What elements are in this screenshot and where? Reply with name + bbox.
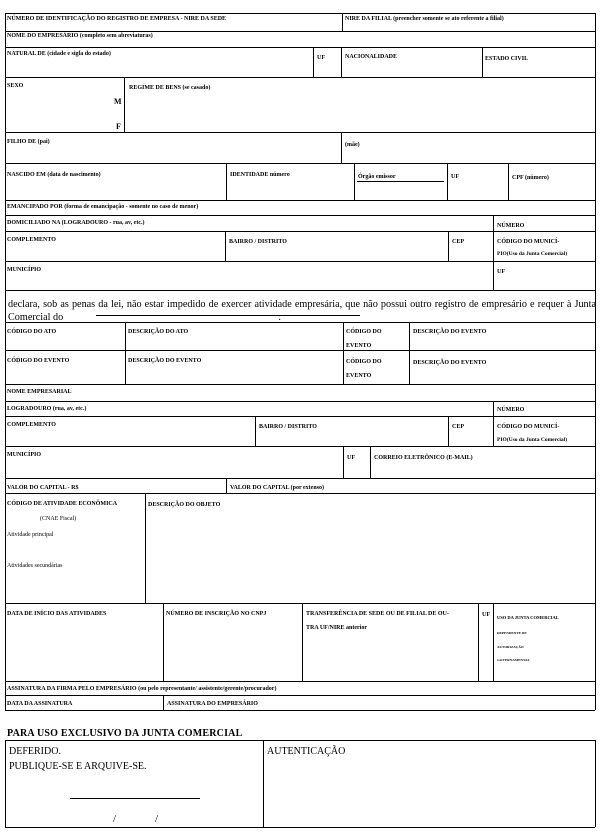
rule xyxy=(482,47,483,77)
rule xyxy=(409,322,410,384)
rule xyxy=(124,77,125,132)
assinatura-firma-label: ASSINATURA DA FIRMA PELO EMPRESÁRIO (ou pelo representante/ assistente/gerente/procurador) xyxy=(7,686,277,692)
codigo-municipio-label: CÓDIGO DO MUNICÍ- xyxy=(497,239,560,245)
rule xyxy=(493,603,494,681)
rule xyxy=(595,13,596,710)
rule xyxy=(595,740,596,827)
nire-filial-label: NIRE DA FILIAL (preencher somente se ato referente a filial) xyxy=(345,16,504,22)
rule xyxy=(263,740,264,827)
rule xyxy=(343,322,344,384)
nome-empresarial-label: NOME EMPRESARIAL xyxy=(7,389,72,395)
rule xyxy=(145,493,146,603)
rule xyxy=(5,827,595,828)
rule xyxy=(125,322,126,384)
rule xyxy=(226,163,227,200)
codigo-ato-label: CÓDIGO DO ATO xyxy=(7,329,57,335)
rule xyxy=(493,401,494,446)
rule xyxy=(5,13,6,710)
atividade-principal-label: Atividade principal xyxy=(7,532,54,538)
emancipado-label: EMANCIPADO POR (forma de emancipação - somente no caso de menor) xyxy=(7,204,199,210)
declaracao-colon: : xyxy=(278,312,282,323)
cnpj-label: NÚMERO DE INSCRIÇÃO NO CNPJ xyxy=(166,611,267,617)
rule xyxy=(493,215,494,290)
rule xyxy=(447,163,448,200)
descricao-evento-label: DESCRIÇÃO DO EVENTO xyxy=(413,360,487,366)
rule xyxy=(5,401,595,402)
governamental-label: GOVERNAMENTAL xyxy=(497,658,530,662)
rule xyxy=(163,603,164,681)
transferencia-label: TRANSFERÊNCIA DE SEDE OU DE FILIAL DE OU- xyxy=(306,611,449,617)
uf-identidade-label: UF xyxy=(451,174,459,180)
rule xyxy=(5,13,595,14)
rule xyxy=(5,200,595,201)
nire-sede-label: NÚMERO DE IDENTIFICAÇÃO DO REGISTRO DE EMPRESA - NIRE DA SEDE xyxy=(7,16,227,22)
rule xyxy=(5,493,595,494)
rule xyxy=(448,231,449,261)
orgao-emissor-underline xyxy=(357,181,444,182)
rule xyxy=(5,740,6,827)
deferido-signature-line[interactable] xyxy=(70,798,200,799)
rule xyxy=(5,416,595,417)
cep-label: CEP xyxy=(452,239,464,245)
descricao-objeto-label: DESCRIÇÃO DO OBJETO xyxy=(148,502,221,508)
rule xyxy=(5,710,595,711)
rule xyxy=(5,603,595,604)
declaracao-body: declara, sob as penas da lei, não estar impedido de exercer atividade empresária, que não possui outro registro de empresário e requer à Junta Comercial do xyxy=(8,299,596,323)
cep-label: CEP xyxy=(452,424,464,430)
numero-label: NÚMERO xyxy=(497,407,525,413)
valor-capital-extenso-label: VALOR DO CAPITAL (por extenso) xyxy=(230,485,325,491)
rule xyxy=(5,47,595,48)
estado-civil-label: ESTADO CIVIL xyxy=(485,56,529,62)
municipio-label: MUNICÍPIO xyxy=(7,452,41,458)
descricao-ato-label: DESCRIÇÃO DO ATO xyxy=(128,329,189,335)
junta-comercial-title: PARA USO EXCLUSIVO DA JUNTA COMERCIAL xyxy=(7,728,243,739)
rule xyxy=(354,163,355,200)
rule xyxy=(5,478,595,479)
rule xyxy=(5,740,595,741)
data-inicio-label: DATA DE INÍCIO DAS ATIVIDADES xyxy=(7,611,107,617)
rule xyxy=(370,446,371,478)
rule xyxy=(448,416,449,446)
uf-label: UF xyxy=(347,455,355,461)
rule xyxy=(5,261,595,262)
rule xyxy=(5,231,595,232)
rule xyxy=(343,446,344,478)
rule xyxy=(5,290,595,291)
nascido-em-label: NASCIDO EM (data de nascimento) xyxy=(7,172,101,178)
sexo-label: SEXO xyxy=(7,83,24,89)
rule xyxy=(341,47,342,77)
sexo-m-label: M xyxy=(114,97,122,106)
codigo-do-label: CÓDIGO DO xyxy=(346,329,382,335)
nome-empresario-label: NOME DO EMPRESÁRIO (completo sem abreviaturas) xyxy=(7,33,153,39)
rule xyxy=(5,681,595,682)
cnae-sub-label: (CNAE Fiscal) xyxy=(40,516,77,522)
cnae-label: CÓDIGO DE ATIVIDADE ECONÔMICA xyxy=(7,501,118,507)
rule xyxy=(341,132,342,163)
codigo-municipio-sub-label: PIO(Uso da Junta Comercial) xyxy=(497,251,568,257)
rule xyxy=(5,350,595,351)
rule xyxy=(302,603,303,681)
complemento-label: COMPLEMENTO xyxy=(7,237,56,243)
evento-label: EVENTO xyxy=(346,343,372,349)
data-assinatura-label: DATA DA ASSINATURA xyxy=(7,701,73,707)
transferencia-sub-label: TRA UF/NIRE anterior xyxy=(306,625,367,631)
publique-text: PUBLIQUE-SE E ARQUIVE-SE. xyxy=(9,761,147,772)
cpf-label: CPF (número) xyxy=(512,175,549,181)
declaracao-text xyxy=(8,298,596,324)
rule xyxy=(5,446,595,447)
email-label: CORREIO ELETRÔNICO (E-MAIL) xyxy=(374,455,473,461)
evento-label: EVENTO xyxy=(346,373,372,379)
uf-transferencia-label: UF xyxy=(482,612,490,618)
rule xyxy=(5,77,595,78)
rule xyxy=(5,215,595,216)
uf-label: UF xyxy=(317,55,325,61)
assinatura-empresario-label: ASSINATURA DO EMPRESÁRIO xyxy=(167,701,258,707)
rule xyxy=(478,603,479,681)
rule xyxy=(226,478,227,493)
natural-de-label: NATURAL DE (cidade e sigla do estado) xyxy=(7,51,111,57)
mae-label: (mãe) xyxy=(345,142,360,148)
municipio-label: MUNICÍPIO xyxy=(7,267,41,273)
sexo-f-label: F xyxy=(116,122,121,131)
complemento-label: COMPLEMENTO xyxy=(7,422,56,428)
rule xyxy=(5,695,595,696)
descricao-evento-label: DESCRIÇÃO DO EVENTO xyxy=(128,358,202,364)
rule xyxy=(508,163,509,200)
filho-de-label: FILHO DE (pai) xyxy=(7,139,50,145)
rule xyxy=(5,163,595,164)
autorizacao-label: AUTORIZAÇÃO xyxy=(497,645,524,649)
codigo-do-label: CÓDIGO DO xyxy=(346,359,382,365)
dependente-label: DEPENDENTE DE xyxy=(497,631,527,635)
numero-label: NÚMERO xyxy=(497,223,525,229)
rule xyxy=(225,231,226,261)
orgao-emissor-label: Órgão emissor xyxy=(358,174,396,180)
codigo-evento-label: CÓDIGO DO EVENTO xyxy=(7,358,70,364)
deferido-text: DEFERIDO. xyxy=(9,746,61,757)
date-slash-2: / xyxy=(155,813,159,825)
domiciliado-label: DOMICILIADO NA (LOGRADOURO - rua, av, etc.) xyxy=(7,220,145,226)
identidade-label: IDENTIDADE número xyxy=(230,172,290,178)
valor-capital-label: VALOR DO CAPITAL - R$ xyxy=(7,485,79,491)
uf-municipio-label: UF xyxy=(497,269,505,275)
logradouro-label: LOGRADOURO (rua, av, etc.) xyxy=(7,406,87,412)
codigo-municipio-label: CÓDIGO DO MUNICÍ- xyxy=(497,424,560,430)
autenticacao-label: AUTENTICAÇÃO xyxy=(267,746,346,757)
rule xyxy=(163,695,164,710)
regime-bens-label: REGIME DE BENS (se casado) xyxy=(129,85,211,91)
rule xyxy=(342,13,343,31)
uso-junta-label: USO DA JUNTA COMERCIAL xyxy=(497,615,559,620)
date-slash-1: / xyxy=(113,813,117,825)
rule xyxy=(5,384,595,385)
nacionalidade-label: NACIONALIDADE xyxy=(345,54,398,60)
descricao-evento-label: DESCRIÇÃO DO EVENTO xyxy=(413,329,487,335)
rule xyxy=(5,132,595,133)
atividades-secundarias-label: Atividades secundárias xyxy=(7,563,63,569)
rule xyxy=(313,47,314,77)
bairro-label: BAIRRO / DISTRITO xyxy=(229,239,287,245)
rule xyxy=(255,416,256,446)
bairro-label: BAIRRO / DISTRITO xyxy=(259,424,317,430)
codigo-municipio-sub-label: PIO(Uso da Junta Comercial) xyxy=(497,437,568,443)
rule xyxy=(5,31,595,32)
